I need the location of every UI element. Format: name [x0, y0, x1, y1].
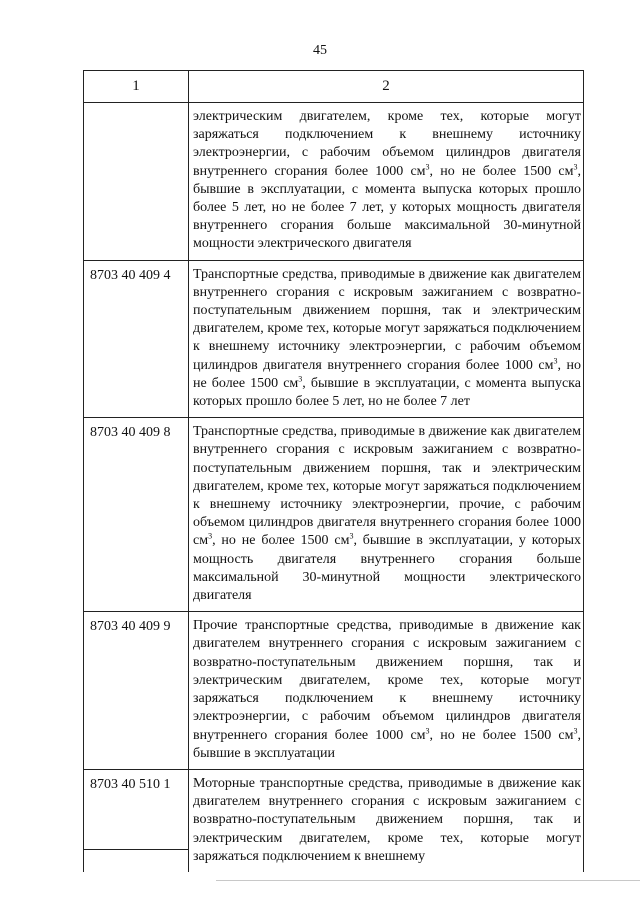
description-cell: Прочие транспортные средства, приводимые в движение как двигателем внутреннего сгорания с искровым зажиганием с возвратно-поступательным движением поршня, так и электрическим двигателем, кроме тех, которые могут заряжаться подключением к внешнему источнику электроэнергии, с рабочим объемом цилиндров двигателя внутреннего сгорания более 1000 $см^3$, но не более 1500 $см^3$, бывшие в эксплуатации [189, 612, 584, 770]
page-number: 45 [313, 43, 327, 58]
description-cell: Транспортные средства, приводимые в движение как двигателем внутреннего сгорания с искровым зажиганием с возвратно-поступательным движением поршня, так и электрическим двигателем, кроме тех, которые могут заряжаться подключением к внешнему источнику электроэнергии, прочие, с рабочим объемом цилиндров двигателя внутреннего сгорания более 1000 $см^3$, но не более 1500 $см^3$, бывшие в эксплуатации, у которых мощность двигателя внутреннего сгорания больше максимальной 30-минутной мощности электрического двигателя [189, 418, 584, 612]
table-row [84, 769, 584, 872]
code-cell [84, 103, 189, 261]
description-cell: Моторные транспортные средства, приводимые в движение как двигателем внутреннего сгорания с искровым зажиганием с возвратно-поступательным движением поршня, так и электрическим двигателем, кроме тех, которые могут заряжаться подключением к внешнему [189, 769, 584, 872]
table-row [84, 612, 584, 770]
code-cell: 8703 40 409 9 [84, 612, 189, 770]
column-header-1: 1 [84, 71, 189, 103]
column-header-2: 2 [189, 71, 584, 103]
table-row [84, 103, 584, 261]
description-cell: Транспортные средства, приводимые в движение как двигателем внутреннего сгорания с искровым зажиганием с возвратно-поступательным движением поршня, так и электрическим двигателем, кроме тех, которые могут заряжаться подключением к внешнему источнику электроэнергии, с рабочим объемом цилиндров двигателя внутреннего сгорания более 1000 $см^3$, но не более 1500 $см^3$, бывшие в эксплуатации, с момента выпуска которых прошло более 5 лет, но не более 7 лет [189, 260, 584, 418]
code-cell: 8703 40 409 8 [84, 418, 189, 612]
table-header-row [84, 71, 584, 103]
code-cell: 8703 40 510 1 [84, 769, 189, 872]
table-bottom-rule [83, 849, 189, 850]
code-cell: 8703 40 409 4 [84, 260, 189, 418]
description-cell: электрическим двигателем, кроме тех, которые могут заряжаться подключением к внешнему источнику электроэнергии, с рабочим объемом цилиндров двигателя внутреннего сгорания более 1000 $см^3$, но не более 1500 $см^3$, бывшие в эксплуатации, с момента выпуска которых прошло более 5 лет, но не более 7 лет, у которых мощность двигателя внутреннего сгорания больше максимальной 30-минутной мощности электрического двигателя [189, 103, 584, 261]
table-row [84, 260, 584, 418]
table-row [84, 418, 584, 612]
tariff-table [83, 70, 584, 872]
scan-crease-line [216, 880, 640, 881]
